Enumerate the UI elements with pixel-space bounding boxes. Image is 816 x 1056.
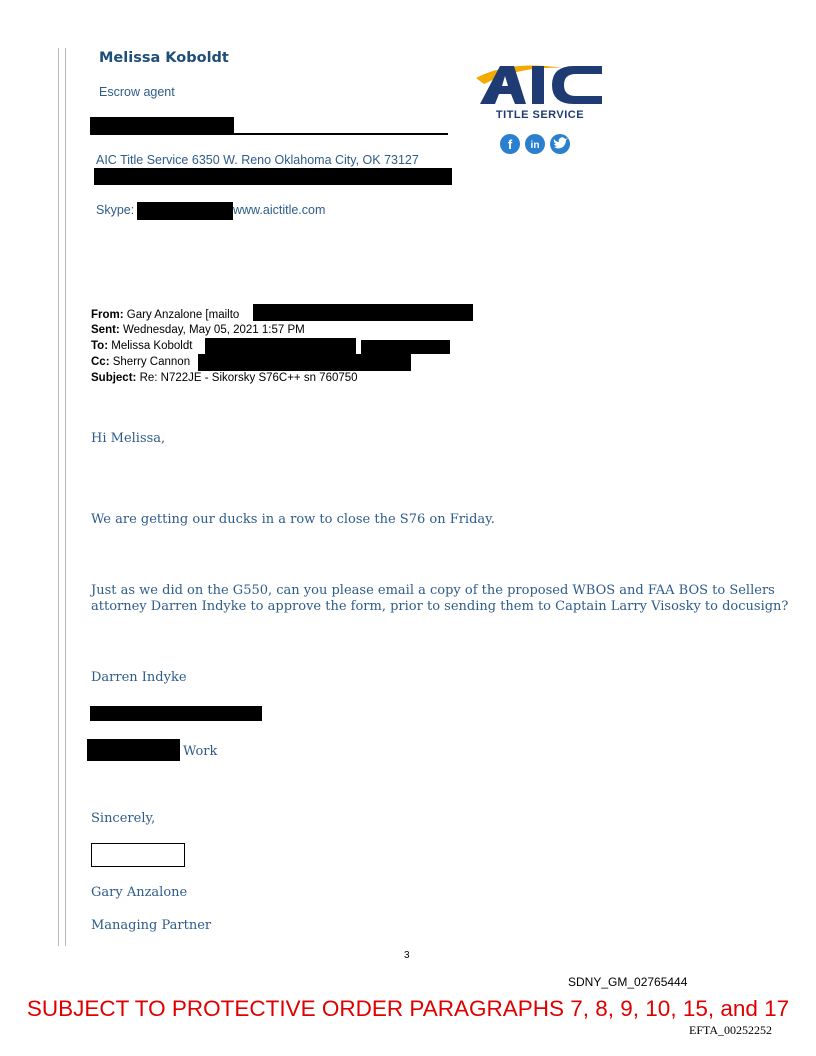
bates-number: SDNY_GM_02765444: [568, 975, 688, 989]
logo-letter-i: [532, 66, 544, 104]
redaction-box: [198, 354, 411, 371]
website-link[interactable]: www.aictitle.com: [233, 203, 326, 217]
logo-letter-a: [480, 66, 526, 104]
logo-tagline: TITLE SERVICE: [495, 109, 585, 121]
body-paragraph-2-line-2: attorney Darren Indyke to approve the form, prior to sending them to Captain Larry Visosky to docusign?: [91, 599, 789, 614]
signature-role: Escrow agent: [99, 85, 175, 99]
redaction-box: [87, 739, 180, 761]
redaction-box: [90, 117, 234, 135]
sender-name: Gary Anzalone: [91, 885, 188, 900]
header-cc: [91, 356, 190, 368]
header-subject: [91, 372, 358, 384]
linkedin-icon[interactable]: [525, 134, 545, 154]
page-number: 3: [404, 950, 410, 961]
logo-swoosh: [476, 66, 562, 84]
work-label: Work: [183, 744, 218, 759]
contact-name: Darren Indyke: [91, 670, 187, 685]
facebook-icon[interactable]: [500, 134, 520, 154]
from-label: From:: [91, 309, 124, 321]
margin-rule: [65, 48, 66, 946]
svg-text:in: in: [530, 140, 540, 151]
redaction-box: [253, 304, 473, 321]
from-value: Gary Anzalone [mailto: [126, 309, 240, 321]
signature-image-placeholder: [91, 843, 185, 867]
sent-label: Sent:: [91, 324, 120, 336]
closing: Sincerely,: [91, 811, 156, 826]
margin-rule: [58, 48, 59, 946]
sender-title: Managing Partner: [91, 918, 212, 933]
body-paragraph-1: We are getting our ducks in a row to close the S76 on Friday.: [91, 512, 495, 527]
skype-label: Skype:: [96, 203, 135, 217]
signature-address: AIC Title Service 6350 W. Reno Oklahoma City, OK 73127: [96, 153, 419, 167]
twitter-icon[interactable]: [550, 134, 570, 154]
to-label: To:: [91, 340, 109, 352]
efta-number: EFTA_00252252: [689, 1023, 773, 1037]
cc-value: Sherry Cannon: [112, 356, 191, 368]
cc-label: Cc:: [91, 356, 110, 368]
greeting: Hi Melissa,: [91, 431, 166, 446]
redaction-box: [90, 706, 262, 721]
header-sent: [91, 324, 305, 336]
protective-order-notice: SUBJECT TO PROTECTIVE ORDER PARAGRAPHS 7, 8, 9, 10, 15, and 17: [26, 996, 790, 1021]
svg-text:f: f: [507, 137, 513, 152]
redaction-box: [137, 202, 233, 220]
logo-letter-c: [552, 66, 602, 104]
header-to: [91, 340, 192, 352]
signature-name: Melissa Koboldt: [99, 50, 229, 66]
sent-value: Wednesday, May 05, 2021 1:57 PM: [122, 324, 305, 336]
subject-value: Re: N722JE - Sikorsky S76C++ sn 760750: [139, 372, 358, 384]
redaction-box: [94, 168, 452, 185]
to-value: Melissa Koboldt: [111, 340, 193, 352]
redaction-box: [361, 340, 450, 354]
signature-divider: [233, 133, 448, 135]
header-from: [91, 309, 239, 321]
redaction-box: [205, 338, 356, 354]
aic-title-service-logo: [470, 58, 610, 160]
body-paragraph-2-line-1: Just as we did on the G550, can you please email a copy of the proposed WBOS and FAA BOS to Sellers: [91, 583, 775, 598]
subject-label: Subject:: [91, 372, 137, 384]
